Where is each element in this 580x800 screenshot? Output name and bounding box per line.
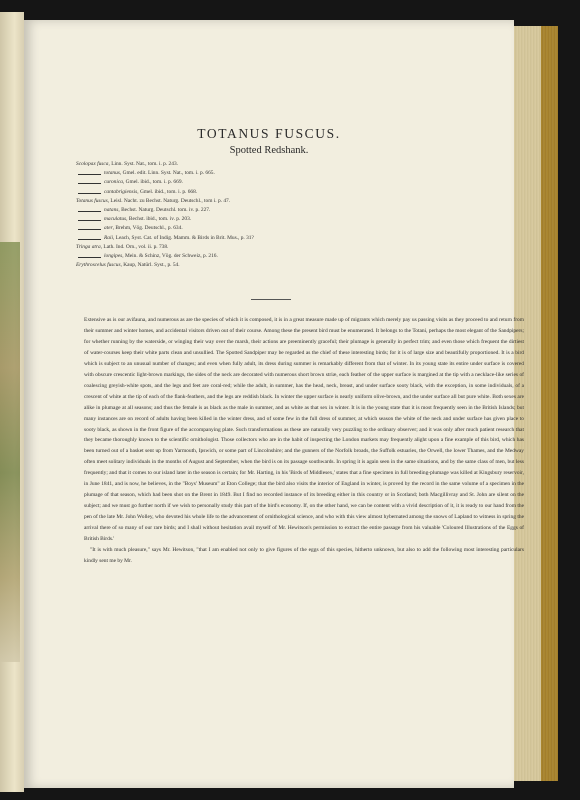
section-divider <box>251 299 291 300</box>
synonym-line: ater, Brehm, Vög. Deutschl., p. 634. <box>76 224 516 233</box>
synonymy-list <box>76 160 516 270</box>
synonym-line: Tringa atra, Lath. Ind. Orn., vol. ii. p. 738. <box>76 243 169 250</box>
synonym-line: natans, Bechst. Naturg. Deutschl. tom. iv. p. 227. <box>76 206 516 215</box>
book-page <box>24 20 524 788</box>
body-text <box>84 315 524 567</box>
synonym-line: cantabrigiensis, Gmel. ibid., tom. i. p. 668. <box>76 188 516 197</box>
synonym-line: Totanus fuscus, Leisl. Nacht. zu Bechst. Naturg. Deutschl., tom i. p. 47. <box>76 197 231 204</box>
synonym-line: Erythroscelus fuscus, Kaup, Natürl. Syst., p. 54. <box>76 262 180 269</box>
synonym-line: curonica, Gmel. ibid., tom. i. p. 669. <box>76 178 516 187</box>
page-subtitle: Spotted Redshank. <box>229 145 309 156</box>
synonym-line: maculatus, Bechst. ibid., tom. iv. p. 203. <box>76 215 516 224</box>
synonym-line: Scolopax fusca, Linn. Syst. Nat., tom. i. p. 243. <box>76 161 178 167</box>
left-page-edge <box>0 12 24 792</box>
facing-plate-illustration <box>0 242 20 662</box>
synonym-line: Raii, Leach, Syst. Cat. of Indig. Mamm. & Birds in Brit. Mus., p. 31? <box>76 234 516 243</box>
paragraph: "It is with much pleasure," says Mr. Hewitson, "that I am enabled not only to give figures of the eggs of this species, hitherto unknown, but also to add the following most interesting particulars kindly sent me by Mr. <box>84 547 524 564</box>
page-title: TOTANUS FUSCUS. <box>197 126 341 141</box>
synonym-line: totanus, Gmel. edit. Linn. Syst. Nat., tom. i. p. 665. <box>76 169 516 178</box>
synonym-line: longipes, Mein. & Schinz, Vög. der Schweiz, p. 216. <box>76 252 516 261</box>
paragraph: Extensive as is our avifauna, and numerous as are the species of which it is composed, it is in a great measure made up of migrants which merely pay us passing visits as they proceed to and return from their summer and winter homes, and accidental visitors driven out of their course. Among these the present bird must be enumerated. It belongs to the Totani, perhaps the most elegant of the Sandpipers; for whether running by the waterside, or winging their way over the marsh, their actions are preeminently graceful; their plumage is generally in perfect trim; and even those which frequent the dirtiest of water-courses keep their white parts clean and unsullied. The Spotted Sandpiper may be regarded as the chief of these interesting birds; for it is of large size and beautifully proportioned. It is a bird which is subject to an unusual number of changes; and even when fully adult, its dress during summer is remarkably different from that of winter. In its young state its entire under surface is covered with obscure crescentic light-brown markings, the sides of the neck are decorated with numerous short brown striæ, each feather of the upper surface is margined at the tip with a necklace-like series of coalescing greyish-white spots, and the legs and feet are coral-red; while the adult, in summer, has the head, neck, breast, and under surface sooty black, with the exception, in some individuals, of a crescent of white at the tip of each of the flank-feathers, and the legs are reddish black. In winter the upper surface is nearly uniform olive-brown, and the under surface all but pure white. Both sexes are alike in plumage at all seasons; and thus the female is as black as the male in summer, and as white as that sex in winter. It is in the young state that it is most frequently seen in the British Islands; but many instances are on record of adults having been killed in the winter dress, and of some few in the full dress of summer, at which season the white of the neck and under surface has given place to sooty black, as shown in the front figure of the accompanying plate. Such transformations as these are naturally very puzzling to the ordinary observer; and it was only after much patient research that they became thoroughly known to the scientific ornithologist. Those collectors who are in the habit of inspecting the London markets may frequently alight upon a fine example of this bird, which has been turned out of a basket sent up from Yarmouth, Ipswich, or some part of Lincolnshire; and the gunners of the Norfolk broads, the Suffolk estuaries, the Orwell, the lower Thames, and the Medway often meet solitary individuals in the months of August and September, when the bird is on its passage southwards. In spring it is again seen in the same situations, and by the same class of men, but less frequently; and that it comes to our island later in the season is certain; for Mr. Harting, in his 'Birds of Middlesex,' states that a fine specimen in full breeding-plumage was killed at Kingsbury reservoir, in June 1841, and is now, he believes, in the "Boys' Museum" at Eton College; that the bird also visits the interior of England in winter, is proved by the record in the same volume of a specimen in the plumage of that season, which had been shot on the Brent in 1849. But I find no recorded instance of its breeding either in this country or in Scotland; both Macgillivray and St. John are silent on the subject; and we must go further north if we wish to personally study this part of the bird's economy. If, on the other hand, we can be content with a vivid description of it, it is ready to our hand from the pen of the late Mr. John Wolley, who devoted his whole life to the advancement of ornithological science, and who with this view almost hybernated among the snows of Lapland to witness in spring the arrival there of so many of our rare birds; and I shall without hesitation avail myself of Mr. Hewitson's permission to extract the entire passage from his valuable 'Coloured Illustrations of the Eggs of British Birds.' <box>84 317 524 543</box>
gilt-edge <box>541 26 558 781</box>
